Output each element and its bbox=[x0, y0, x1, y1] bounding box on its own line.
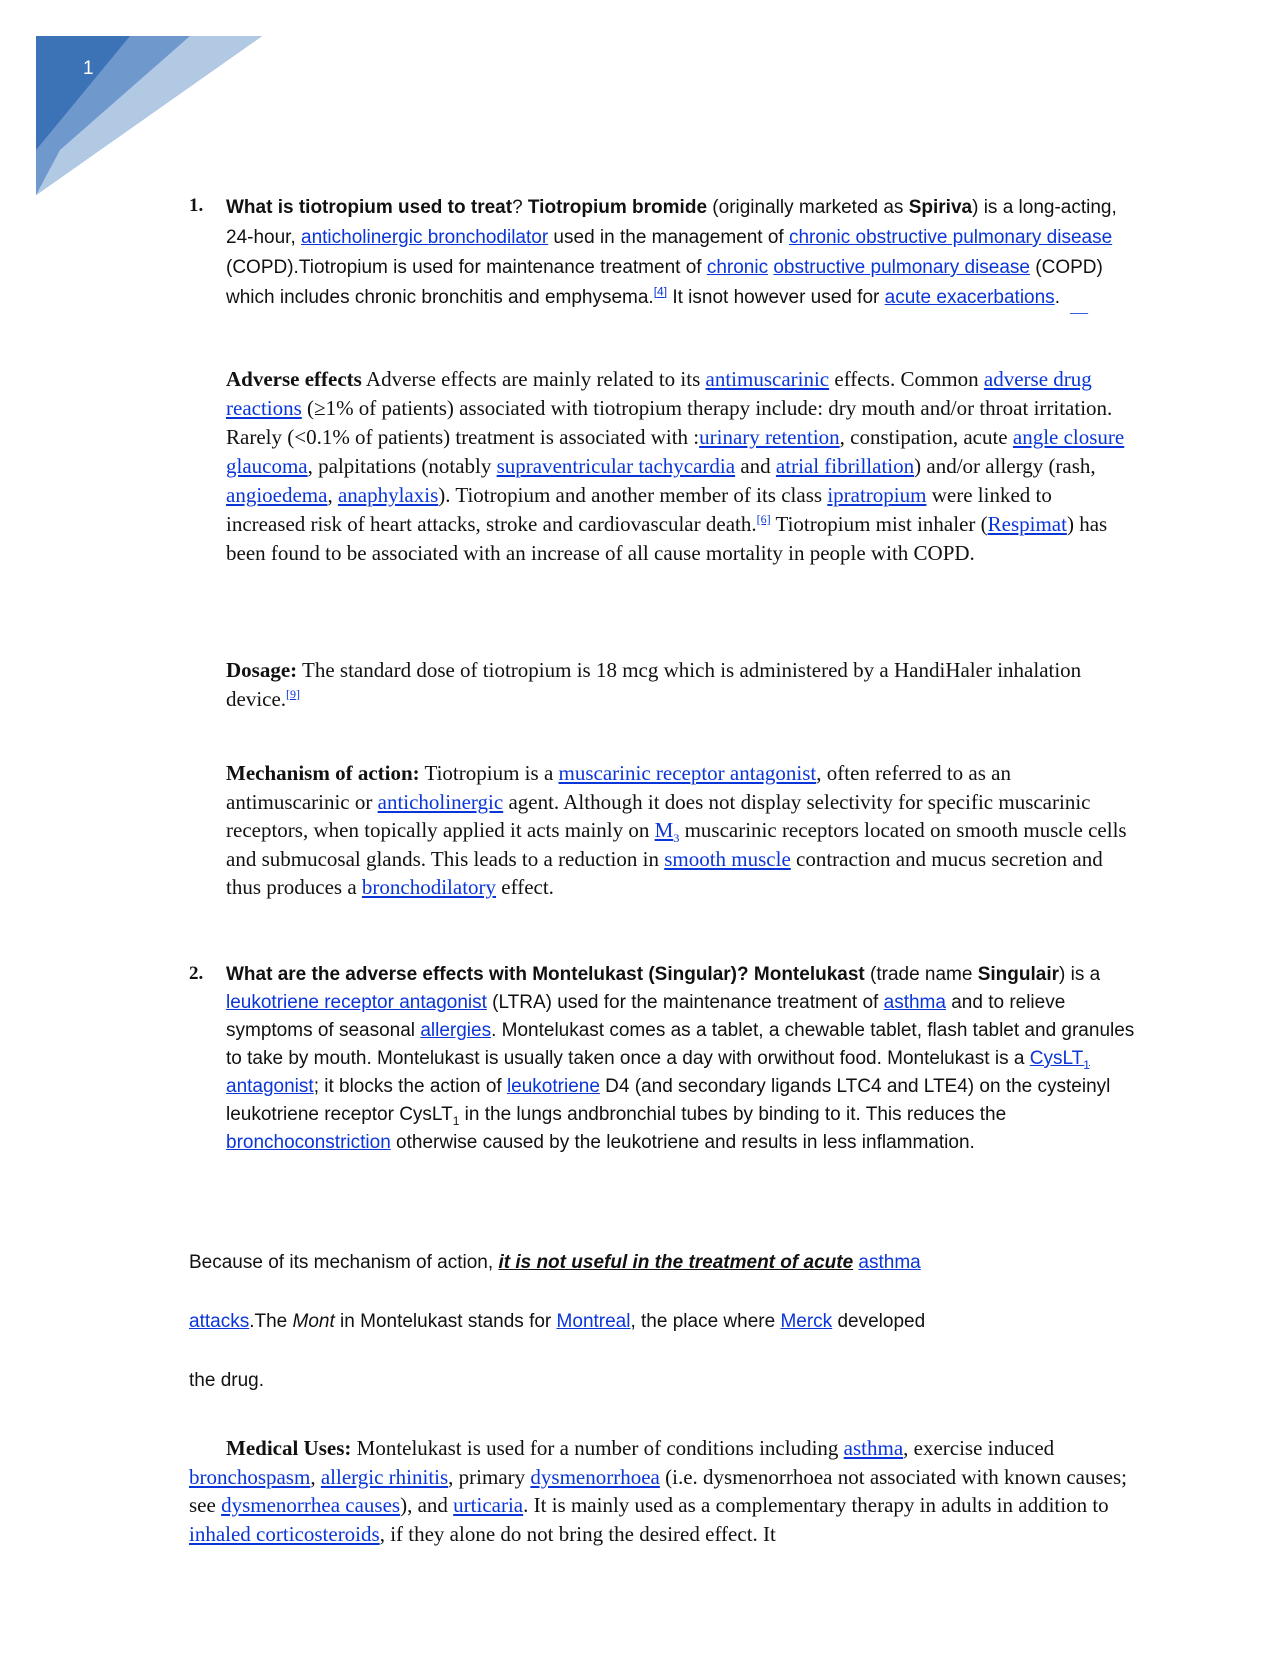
link-anticholinergic[interactable]: anticholinergic bbox=[377, 789, 504, 814]
link-urinary-retention[interactable]: urinary retention bbox=[699, 425, 840, 449]
link-montreal[interactable]: Montreal bbox=[556, 1311, 631, 1332]
link-anticholinergic-bronchodilator[interactable]: anticholinergic bronchodilator bbox=[301, 227, 549, 248]
because-line-1: Because of its mechanism of action, it is not useful in the treatment of acute asthma bbox=[189, 1252, 921, 1273]
q1-paragraph: What is tiotropium used to treat? Tiotropium bromide (originally marketed as Spiriva) is a long-acting, 24-hour, anticholinergic bronchodilator used in the management of chronic obstructive pulmonary disease (COPD).Tiotropium is used for maintenance treatment of chronic obstructive pulmonary disease (COPD) which includes chronic bronchitis and emphysema.[4] It isnot however used for acute exacerbations. bbox=[226, 197, 1117, 308]
link-copd-2[interactable]: obstructive pulmonary disease bbox=[773, 257, 1030, 278]
link-respimat[interactable]: Respimat bbox=[987, 512, 1067, 536]
ref-4[interactable]: [4] bbox=[653, 284, 668, 299]
link-m3[interactable]: $M_3$ bbox=[654, 818, 680, 846]
side-dash-mark: — bbox=[1070, 302, 1088, 322]
because-line-2: attacks.The Mont in Montelukast stands for Montreal, the place where Merck developed bbox=[189, 1311, 926, 1332]
page-number: 1 bbox=[83, 58, 94, 79]
link-bronchoconstriction[interactable]: bronchoconstriction bbox=[226, 1132, 391, 1153]
link-dysmenorrhoea[interactable]: dysmenorrhoea bbox=[530, 1464, 660, 1489]
link-allergic-rhinitis[interactable]: allergic rhinitis bbox=[320, 1464, 449, 1489]
link-atrial-fibrillation[interactable]: atrial fibrillation bbox=[775, 454, 915, 478]
link-bronchospasm[interactable]: bronchospasm bbox=[189, 1464, 311, 1489]
link-bronchodilatory[interactable]: bronchodilatory bbox=[361, 875, 497, 899]
medical-uses-paragraph: Medical Uses: Montelukast is used for a number of conditions including asthma, exercise induced bronchospasm, allergic rhinitis, primary dysmenorrhoea (i.e. dysmenorrhoea not associated with known causes; see dysmenorrhea causes), and urticaria. It is mainly used as a complementary therapy in adults in addition to inhaled corticosteroids, if they alone do not bring the desired effect. It bbox=[189, 1436, 1128, 1546]
link-dysmenorrhea-causes[interactable]: dysmenorrhea causes bbox=[221, 1493, 401, 1517]
link-asthma-attacks[interactable]: asthma bbox=[858, 1252, 921, 1273]
link-ipratropium[interactable]: ipratropium bbox=[827, 483, 927, 507]
dosage-paragraph: Dosage: The standard dose of tiotropium is 18 mcg which is administered by a HandiHaler inhalation device.[9] bbox=[226, 658, 1082, 711]
list-number: 2. bbox=[189, 963, 204, 984]
link-leukotriene-receptor-antagonist[interactable]: leukotriene receptor antagonist bbox=[226, 992, 487, 1013]
link-copd[interactable]: chronic obstructive pulmonary disease bbox=[788, 227, 1113, 248]
link-acute-exacerbations[interactable]: acute exacerbations bbox=[884, 287, 1055, 308]
link-smooth-muscle[interactable]: smooth muscle bbox=[664, 846, 791, 871]
link-cyslt1-antagonist[interactable]: CysLT$_1$ antagonist bbox=[226, 1048, 1090, 1097]
link-inhaled-corticosteroids[interactable]: inhaled corticosteroids bbox=[189, 1521, 380, 1546]
link-anaphylaxis[interactable]: anaphylaxis bbox=[337, 483, 439, 507]
link-allergies[interactable]: allergies bbox=[420, 1020, 492, 1041]
link-urticaria[interactable]: urticaria bbox=[453, 1493, 524, 1517]
link-attacks[interactable]: attacks bbox=[189, 1311, 250, 1332]
page-corner-decoration bbox=[0, 0, 290, 210]
ref-9[interactable]: [9] bbox=[286, 686, 301, 701]
list-number: 1. bbox=[189, 195, 204, 216]
link-antimuscarinic[interactable]: antimuscarinic bbox=[705, 367, 830, 391]
link-adverse-drug-reactions[interactable]: adverse drug reactions bbox=[226, 367, 1092, 420]
link-supraventricular-tachycardia[interactable]: supraventricular tachycardia bbox=[496, 454, 736, 478]
link-asthma-2[interactable]: asthma bbox=[843, 1436, 904, 1460]
link-merck[interactable]: Merck bbox=[780, 1311, 833, 1332]
adverse-effects-paragraph: Adverse effects Adverse effects are mainly related to its antimuscarinic effects. Common adverse drug reactions (≥1% of patients) associated with tiotropium therapy include: dry mouth and/or throat irritation. Rarely (<0.1% of patients) treatment is associated with :urinary retention, constipation, acute angle closure glaucoma, palpitations (notably supraventricular tachycardia and atrial fibrillation) and/or allergy (rash, angioedema, anaphylaxis). Tiotropium and another member of its class ipratropium were linked to increased risk of heart attacks, stroke and cardiovascular death.[6] Tiotropium mist inhaler (Respimat) has been found to be associated with an increase of all cause mortality in people with COPD. bbox=[226, 367, 1125, 565]
link-muscarinic-receptor-antagonist[interactable]: muscarinic receptor antagonist bbox=[558, 761, 817, 785]
link-angioedema[interactable]: angioedema bbox=[226, 483, 328, 507]
q2-paragraph: What are the adverse effects with Montelukast (Singular)? Montelukast (trade name Singulair) is a leukotriene receptor antagonist (LTRA) used for the maintenance treatment of asthma and to relieve symptoms of seasonal allergies. Montelukast comes as a tablet, a chewable tablet, flash tablet and granules to take by mouth. Montelukast is usually taken once a day with orwithout food. Montelukast is a CysLT$_1$ antagonist; it blocks the action of leukotriene D4 (and secondary ligands LTC4 and LTE4) on the cysteinyl leukotriene receptor CysLT$_1$ in the lungs andbronchial tubes by binding to it. This reduces the bronchoconstriction otherwise caused by the leukotriene and results in less inflammation. bbox=[226, 964, 1135, 1153]
mechanism-paragraph: Mechanism of action: Tiotropium is a muscarinic receptor antagonist, often referred to as an antimuscarinic or anticholinergic agent. Although it does not display selectivity for specific muscarinic receptors, when topically applied it acts mainly on $M_3$ muscarinic receptors located on smooth muscle cells and submucosal glands. This leads to a reduction in smooth muscle contraction and mucus secretion and thus produces a bronchodilatory effect. bbox=[226, 761, 1127, 899]
link-asthma[interactable]: asthma bbox=[883, 992, 946, 1013]
link-leukotriene[interactable]: leukotriene bbox=[506, 1076, 600, 1097]
link-chronic[interactable]: chronic bbox=[706, 257, 769, 278]
ref-6[interactable]: [6] bbox=[756, 512, 771, 526]
link-angle-closure-glaucoma[interactable]: angle closure glaucoma bbox=[226, 425, 1125, 478]
because-line-3: the drug. bbox=[189, 1370, 264, 1391]
